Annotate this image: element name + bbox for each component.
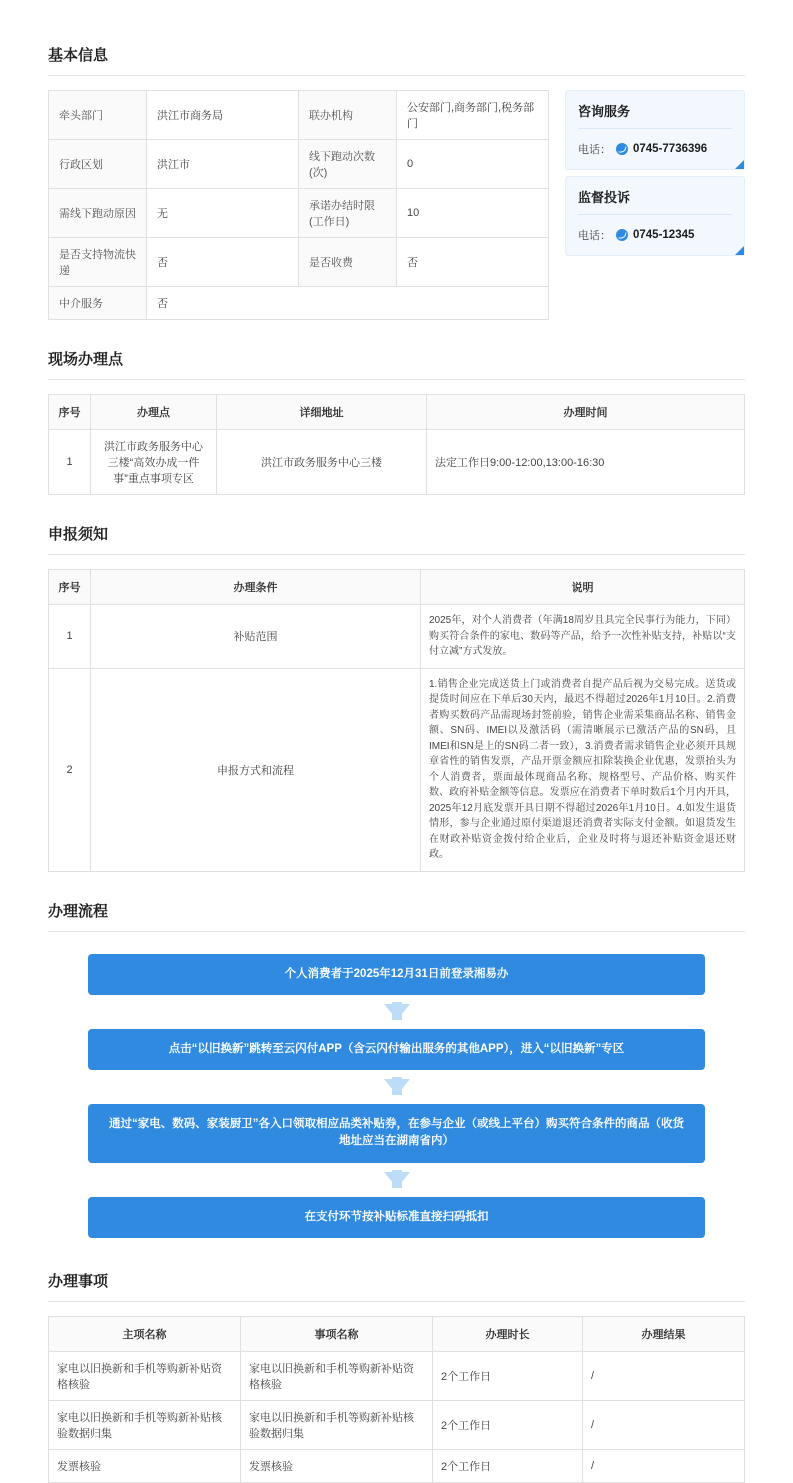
items-cell-main: 发票核验 <box>49 1449 241 1482</box>
basic-value: 否 <box>147 287 549 320</box>
arrow-down-icon <box>384 1004 410 1020</box>
onsite-cell-address: 洪江市政务服务中心三楼 <box>217 430 427 495</box>
notice-header-condition: 办理条件 <box>91 570 421 605</box>
basic-value: 10 <box>397 189 549 238</box>
consult-phone-number[interactable]: 0745-7736396 <box>633 143 708 155</box>
table-row <box>49 1449 745 1482</box>
arrow-down-icon <box>384 1079 410 1095</box>
supervise-phone-row <box>578 215 732 243</box>
basic-info-table <box>48 90 549 320</box>
notice-cell-no: 2 <box>49 668 91 871</box>
flow-step-4: 在支付环节按补贴标准直接扫码抵扣 <box>88 1197 705 1238</box>
table-header-row <box>49 570 745 605</box>
notice-cell-condition: 申报方式和流程 <box>91 668 421 871</box>
items-cell-item: 家电以旧换新和手机等购新补贴核验数据归集 <box>241 1400 433 1449</box>
section-title-process: 办理流程 <box>48 872 745 932</box>
section-title-onsite: 现场办理点 <box>48 320 745 380</box>
basic-label: 中介服务 <box>49 287 147 320</box>
section-title-items: 办理事项 <box>48 1242 745 1302</box>
phone-icon <box>616 143 628 155</box>
notice-cell-desc: 2025年，对个人消费者（年满18周岁且具完全民事行为能力，下同）购买符合条件的家电、数码等产品，给予一次性补贴支持，补贴以“支付立减”方式发放。 <box>421 605 745 669</box>
items-cell-duration: 2个工作日 <box>433 1351 583 1400</box>
basic-label: 联办机构 <box>299 91 397 140</box>
basic-value: 洪江市商务局 <box>147 91 299 140</box>
notice-cell-no: 1 <box>49 605 91 669</box>
table-row <box>49 91 549 140</box>
consult-phone-row <box>578 129 732 157</box>
table-row <box>49 605 745 669</box>
phone-icon <box>616 229 628 241</box>
items-header-main: 主项名称 <box>49 1316 241 1351</box>
basic-label: 是否支持物流快递 <box>49 238 147 287</box>
notice-cell-condition: 补贴范围 <box>91 605 421 669</box>
onsite-header-point: 办理点 <box>91 395 217 430</box>
table-row <box>49 1400 745 1449</box>
onsite-header-time: 办理时间 <box>427 395 745 430</box>
basic-label: 是否收费 <box>299 238 397 287</box>
items-cell-main: 家电以旧换新和手机等购新补贴核验数据归集 <box>49 1400 241 1449</box>
notice-table <box>48 569 745 872</box>
table-header-row <box>49 395 745 430</box>
onsite-table <box>48 394 745 495</box>
onsite-header-no: 序号 <box>49 395 91 430</box>
onsite-cell-point: 洪江市政务服务中心三楼“高效办成一件事”重点事项专区 <box>91 430 217 495</box>
basic-value: 否 <box>397 238 549 287</box>
notice-header-no: 序号 <box>49 570 91 605</box>
items-cell-item: 发票核验 <box>241 1449 433 1482</box>
onsite-cell-no: 1 <box>49 430 91 495</box>
side-contact-panel <box>565 90 745 256</box>
table-row <box>49 287 549 320</box>
items-cell-result: / <box>583 1351 745 1400</box>
flow-arrow-wrap <box>88 995 705 1029</box>
supervise-phone-label: 电话： <box>578 230 611 242</box>
basic-label: 牵头部门 <box>49 91 147 140</box>
items-cell-duration: 2个工作日 <box>433 1449 583 1482</box>
table-row <box>49 430 745 495</box>
basic-value: 洪江市 <box>147 140 299 189</box>
onsite-cell-time: 法定工作日9:00-12:00,13:00-16:30 <box>427 430 745 495</box>
consult-phone-label: 电话： <box>578 144 611 156</box>
supervise-complaint-title: 监督投诉 <box>578 187 732 215</box>
basic-label: 承诺办结时限(工作日) <box>299 189 397 238</box>
items-table <box>48 1316 745 1483</box>
basic-value: 0 <box>397 140 549 189</box>
corner-triangle-icon <box>735 246 744 255</box>
section-title-basic-info: 基本信息 <box>48 0 745 76</box>
table-row <box>49 1351 745 1400</box>
basic-label: 行政区划 <box>49 140 147 189</box>
table-row <box>49 668 745 871</box>
basic-info-area <box>48 90 745 320</box>
supervise-phone-number[interactable]: 0745-12345 <box>633 229 695 241</box>
corner-triangle-icon <box>735 160 744 169</box>
table-row <box>49 140 549 189</box>
notice-cell-desc: 1.销售企业完成送货上门或消费者自提产品后视为交易完成。送货或提货时间应在下单后30天内，最迟不得超过2026年1月10日。2.消费者购买数码产品需现场封签前验，销售企业需采集商品名称、销售金额、SN码、IMEI以及激活码（需清晰展示已激活产品的SN码，且IMEI和SN是上的SN码二者一致），3.消费者需求销售企业必须开具规章省性的销售发票，产品开票金额应扣除装换企业优惠，发票抬头为个人消费者，票面最体现商品名称、规格型号、产品价格、购买件数、政府补贴金额等信息。发票应在消费者下单时数后1个月内开具，2025年12月底发票开具日期不得超过2026年1月10日。4.如发生退货情形，参与企业通过原付渠道退还消费者实际支付金额。如退货发生在财政补贴资金拨付给企业后，企业及时将与退还补贴资金退还财政。 <box>421 668 745 871</box>
flow-step-2: 点击“以旧换新”跳转至云闪付APP（含云闪付输出服务的其他APP），进入“以旧换新”专区 <box>88 1029 705 1070</box>
flow-step-1: 个人消费者于2025年12月31日前登录湘易办 <box>88 954 705 995</box>
items-cell-result: / <box>583 1449 745 1482</box>
consult-service-title: 咨询服务 <box>578 101 732 129</box>
table-header-row <box>49 1316 745 1351</box>
process-flow <box>48 954 745 1242</box>
consult-service-card <box>565 90 745 170</box>
items-cell-main: 家电以旧换新和手机等购新补贴资格核验 <box>49 1351 241 1400</box>
onsite-header-address: 详细地址 <box>217 395 427 430</box>
items-header-duration: 办理时长 <box>433 1316 583 1351</box>
basic-value: 无 <box>147 189 299 238</box>
flow-arrow-wrap <box>88 1163 705 1197</box>
flow-step-3: 通过“家电、数码、家装厨卫”各入口领取相应品类补贴券，在参与企业（或线上平台）购买符合条件的商品（收货地址应当在湖南省内） <box>88 1104 705 1163</box>
section-title-notice: 申报须知 <box>48 495 745 555</box>
items-cell-item: 家电以旧换新和手机等购新补贴资格核验 <box>241 1351 433 1400</box>
flow-arrow-wrap <box>88 1070 705 1104</box>
basic-label: 线下跑动次数(次) <box>299 140 397 189</box>
basic-label: 需线下跑动原因 <box>49 189 147 238</box>
items-cell-result: / <box>583 1400 745 1449</box>
basic-value: 公安部门,商务部门,税务部门 <box>397 91 549 140</box>
items-header-item: 事项名称 <box>241 1316 433 1351</box>
supervise-complaint-card <box>565 176 745 256</box>
items-header-result: 办理结果 <box>583 1316 745 1351</box>
arrow-down-icon <box>384 1172 410 1188</box>
basic-value: 否 <box>147 238 299 287</box>
table-row <box>49 238 549 287</box>
table-row <box>49 189 549 238</box>
items-cell-duration: 2个工作日 <box>433 1400 583 1449</box>
notice-header-desc: 说明 <box>421 570 745 605</box>
